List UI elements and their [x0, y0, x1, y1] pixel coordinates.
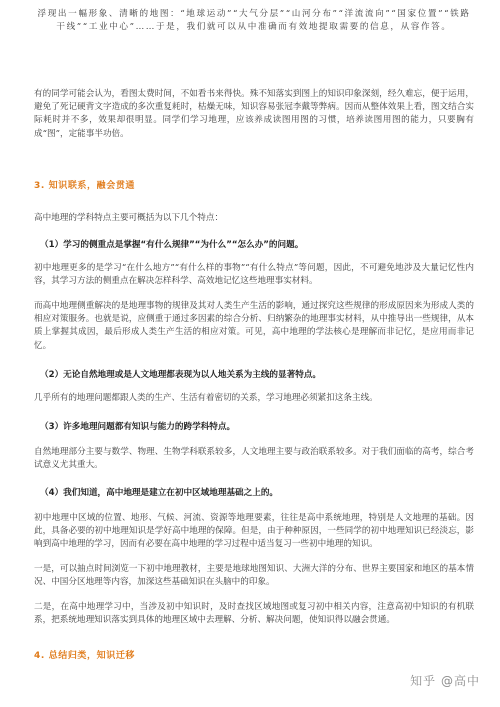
point-2-paragraph: 几乎所有的地理问题都跟人类的生产、生活有着密切的关系，学习地理必须紧扣这条主线。 — [34, 393, 378, 403]
intro-paragraph-2: 有的同学可能会认为，看图太费时间，不如看书来得快。殊不知落实到图上的知识印象深刻，经久难忘，便于运用，避免了死记硬背文字造成的多次重复耗时，枯燥无味，知识容易张冠李戴等弊病。因而从整体效果上看，图文结合实际耗时并不多，效果却很明显。同学们学习地理，应该养成读图用图的习惯，培养读图用图的能力，只要胸有成“图”，定能事半功倍。 — [34, 89, 474, 139]
point-3-paragraph: 自然地理部分主要与数学、物理、生物学科联系较多，人文地理主要与政治联系较多。对于我们面临的高考，综合考试意义尤其重大。 — [34, 447, 474, 471]
point-4-paragraph-c: 二是，在高中地理学习中，当涉及初中知识时，及时查找区域地图或复习初中相关内容，注意高初中知识的有机联系，把系统地理知识落实到具体的地理区域中去理解、分析、解决问题，使知识得以融会贯通。 — [34, 602, 474, 626]
point-1-paragraph-b: 而高中地理侧重解决的是地理事物的规律及其对人类生产生活的影响，通过探究这些规律的形成原因来为形成人类的相应对策服务。也就是说，应侧重于通过多因素的综合分析、归纳繁杂的地理事实材料，从中推导出一些规律，从本质上掌握其成因，最后形成人类生产生活的相应对策。可见，高中地理的学法核心是理解而非记忆，是应用而非记忆。 — [34, 301, 474, 351]
point-2-heading: （2）无论自然地理或是人文地理都表现为以人地关系为主线的显著特点。 — [40, 370, 321, 380]
point-1-paragraph-a: 初中地理更多的是学习“在什么地方”“有什么样的事物”“有什么特点”等问题，因此，不可避免地涉及大量记忆性内容，其学习方法的侧重点在解决怎样科学、高效地记忆这些地理事实材料。 — [34, 263, 474, 287]
point-3-heading: （3）许多地理问题都有知识与能力的跨学科特点。 — [40, 422, 236, 432]
zhihu-watermark: 知乎 @高中 — [410, 674, 480, 688]
point-4-paragraph-b: 一是，可以抽点时间浏览一下初中地理教材，主要是地球地图知识、大洲大洋的分布、世界主要国家和地区的基本情况、中国分区地理等内容，加深这些基础知识在头脑中的印象。 — [34, 564, 474, 588]
section-heading-3: 3. 知识联系，融会贯通 — [34, 181, 136, 191]
intro-paragraph-1: 浮现出一幅形象、清晰的地图：“地球运动”“大气分层”“山河分布”“洋流流向”“国家位置”“铁路干线”“工业中心”……于是，我们就可以从中准确而有效地提取需要的信息，从容作答。 — [37, 9, 471, 33]
point-1-heading: （1）学习的侧重点是掌握“有什么规律”“为什么”“怎么办”的问题。 — [40, 240, 304, 250]
section-heading-4: 4. 总结归类，知识迁移 — [34, 651, 136, 661]
section-3-lead: 高中地理的学科特点主要可概括为以下几个特点： — [34, 213, 224, 223]
point-4-paragraph-a: 初中地理中区域的位置、地形、气候、河流、资源等地理要素，往往是高中系统地理，特别是人文地理的基础。因此，具备必要的初中地理知识是学好高中地理的保障。但是，由于种种原因，一些同学的初中地理知识已经淡忘，影响到高中地理的学习，因而有必要在高中地理的学习过程中适当复习一些初中地理的知识。 — [34, 513, 474, 550]
point-4-heading: （4）我们知道，高中地理是建立在初中区域地理基础之上的。 — [40, 488, 279, 498]
